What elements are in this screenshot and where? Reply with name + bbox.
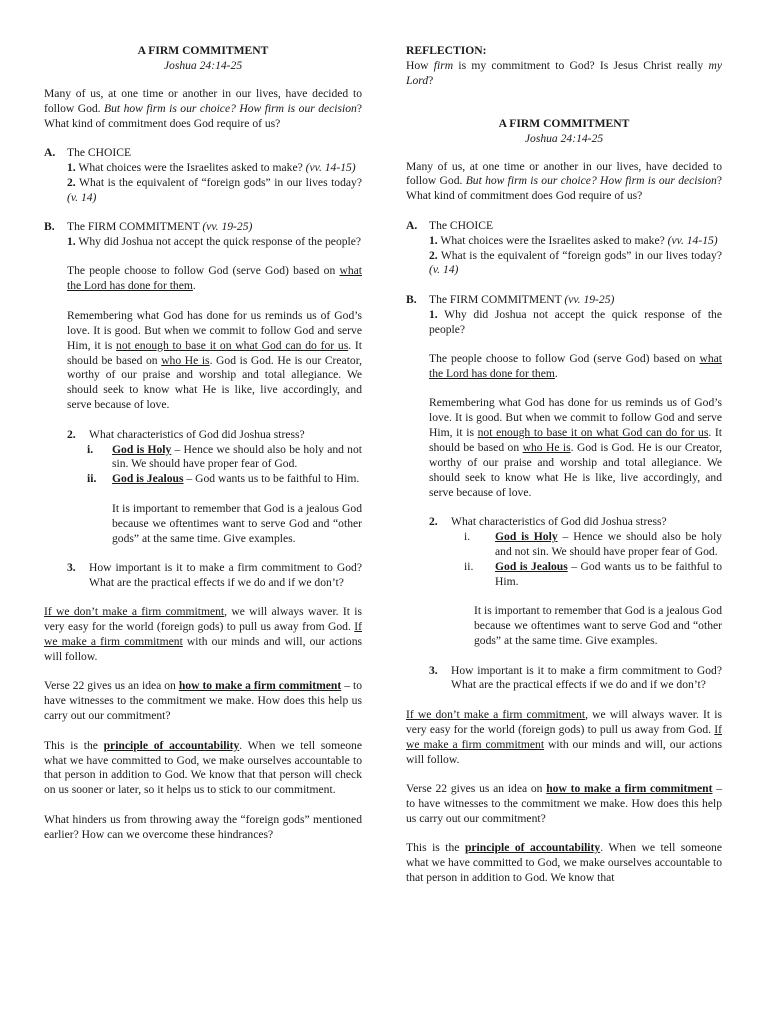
text: Remembering what God has done for us reminds us of God’s love. It is good. But when we commit to follow God and serve Him, it is bbox=[429, 396, 722, 440]
roman-number: ii. bbox=[87, 472, 97, 486]
underlined-text: If we make a firm commitment bbox=[44, 620, 362, 649]
scripture-reference: Joshua 24:14-25 bbox=[524, 131, 604, 145]
bold-underlined-text: principle of accountability bbox=[464, 841, 601, 855]
body-paragraph: It is important to remember that God is a jealous God because we oftentimes want to serve God and “other gods” at the same time. Give examples. bbox=[112, 501, 362, 545]
verse-ref: (vv. 19-25) bbox=[564, 292, 615, 306]
body-paragraph bbox=[44, 679, 362, 724]
verse-ref: (v. 14) bbox=[67, 190, 97, 204]
italic-text: firm bbox=[433, 58, 454, 72]
verse-ref: (vv. 14-15) bbox=[667, 233, 718, 247]
page-title: A FIRM COMMITMENT bbox=[137, 44, 269, 57]
section-a bbox=[406, 219, 722, 279]
text: . It should be based on bbox=[429, 426, 722, 455]
question-text: What choices were the Israelites asked to make? bbox=[75, 160, 306, 174]
text: The people choose to follow God (serve God) based on bbox=[67, 264, 340, 278]
question-text: Why did Joshua not accept the quick response of the people? bbox=[429, 307, 722, 336]
underlined-text: If we don’t make a firm commitment bbox=[44, 605, 225, 619]
intro-text-end: ? What kind of commitment does God require of us? bbox=[406, 174, 722, 203]
section-letter: A. bbox=[44, 146, 56, 160]
body-paragraph bbox=[429, 352, 722, 382]
question-item bbox=[67, 176, 362, 206]
body-paragraph bbox=[406, 708, 722, 768]
text: – to have witnesses to the commitment we make. How does this help us carry out our commitment? bbox=[44, 679, 362, 723]
text: . bbox=[192, 279, 196, 293]
text: ? bbox=[428, 73, 434, 87]
underlined-text: who He is bbox=[161, 353, 210, 367]
item-number: 3. bbox=[67, 560, 76, 574]
text: The people choose to follow God (serve God) based on bbox=[429, 352, 700, 366]
section-letter: B. bbox=[44, 220, 55, 234]
text: . bbox=[554, 367, 558, 380]
roman-item bbox=[87, 472, 362, 487]
body-paragraph: It is important to remember that God is a jealous God because we oftentimes want to serve God and “other gods” at the same time. Give examples. bbox=[474, 604, 722, 648]
verse-ref: (v. 14) bbox=[429, 263, 459, 277]
roman-number: i. bbox=[87, 442, 94, 456]
underlined-text: what the Lord has done for them bbox=[67, 264, 362, 293]
numbered-item bbox=[67, 428, 362, 443]
numbered-item bbox=[429, 664, 722, 694]
verse-ref: (vv. 14-15) bbox=[305, 160, 356, 174]
question-number: 1. bbox=[429, 307, 438, 321]
intro-text: Many of us, at one time or another in our lives, have decided to follow God. bbox=[406, 159, 722, 188]
question-number: 1. bbox=[67, 160, 76, 174]
bold-underlined-text: how to make a firm commitment bbox=[546, 781, 713, 795]
verse-ref: (vv. 19-25) bbox=[202, 220, 253, 234]
roman-number: i. bbox=[464, 530, 471, 544]
question-text: What is the equivalent of “foreign gods” in our lives today? bbox=[75, 175, 362, 189]
intro-text-end: ? What kind of commitment does God require of us? bbox=[44, 101, 362, 130]
bold-underlined-text: God is Jealous bbox=[112, 472, 184, 486]
question-number: 2. bbox=[429, 248, 438, 262]
roman-item bbox=[87, 443, 362, 473]
text: is my commitment to God? Is Jesus Christ really bbox=[453, 58, 709, 72]
text: This is the bbox=[44, 738, 104, 752]
section-letter: B. bbox=[406, 292, 417, 306]
question-text: What choices were the Israelites asked to make? bbox=[437, 233, 668, 247]
roman-item bbox=[464, 530, 722, 560]
roman-number: ii. bbox=[464, 559, 474, 573]
section-heading-text: The FIRM COMMITMENT bbox=[67, 220, 203, 234]
question-number: 2. bbox=[67, 175, 76, 189]
body-paragraph bbox=[67, 309, 362, 413]
underlined-text: not enough to base it on what God can do for us bbox=[477, 426, 709, 440]
text: How bbox=[406, 58, 434, 72]
section-b bbox=[406, 293, 722, 708]
right-column bbox=[406, 44, 722, 900]
intro-paragraph bbox=[406, 160, 722, 205]
text: – Hence we should also be holy and not sin. We should have proper fear of God. bbox=[495, 530, 722, 559]
text: – God wants us to be faithful to Him. bbox=[495, 559, 722, 588]
question-text: What is the equivalent of “foreign gods” in our lives today? bbox=[437, 248, 722, 262]
question-item bbox=[67, 161, 362, 176]
bold-underlined-text: God is Holy bbox=[495, 530, 558, 544]
text: . When we tell someone what we have committed to God, we make ourselves accountable to that person in addition to God. We know that bbox=[406, 841, 722, 884]
item-text: How important is it to make a firm commitment to God? What are the practical effects if we do and if we don’t? bbox=[451, 663, 722, 692]
text: . God is God. He is our Creator, worthy of our praise and worship and total allegiance. We should seek to know what He is like, live accordingly, and serve because of love. bbox=[429, 441, 723, 499]
item-text: How important is it to make a firm commitment to God? What are the practical effects if we do and if we don’t? bbox=[89, 560, 362, 589]
body-paragraph bbox=[429, 396, 722, 500]
section-b bbox=[44, 220, 362, 605]
page-title: A FIRM COMMITMENT bbox=[498, 116, 630, 130]
text: . It should be based on bbox=[67, 338, 362, 367]
italic-text: my Lord bbox=[406, 58, 722, 87]
text: This is the bbox=[406, 841, 465, 855]
section-heading: The CHOICE bbox=[429, 218, 494, 232]
body-paragraph bbox=[406, 841, 722, 886]
underlined-text: If we make a firm commitment bbox=[406, 722, 722, 751]
underlined-text: not enough to base it on what God can do for us bbox=[116, 338, 349, 352]
intro-paragraph bbox=[44, 87, 362, 132]
roman-item bbox=[464, 560, 722, 590]
scripture-reference: Joshua 24:14-25 bbox=[163, 58, 243, 72]
reflection-text bbox=[406, 59, 722, 89]
underlined-text: what the Lord has done for them bbox=[429, 352, 722, 380]
section-letter: A. bbox=[406, 218, 418, 232]
body-paragraph: What hinders us from throwing away the “foreign gods” mentioned earlier? How can we overcome these hindrances? bbox=[44, 812, 362, 841]
section-heading bbox=[67, 220, 362, 235]
bold-underlined-text: how to make a firm commitment bbox=[178, 679, 342, 693]
body-paragraph bbox=[67, 264, 362, 294]
text: , we will always waver. It is very easy for the world (foreign gods) to pull us away from God. bbox=[406, 707, 722, 736]
item-text: What characteristics of God did Joshua stress? bbox=[89, 427, 305, 441]
text: Verse 22 gives us an idea on bbox=[406, 781, 547, 795]
reflection-heading: REFLECTION: bbox=[406, 44, 487, 57]
intro-italic: But how firm is our choice? How firm is our decision bbox=[465, 174, 717, 188]
question-number: 1. bbox=[67, 235, 76, 249]
item-text: What characteristics of God did Joshua stress? bbox=[451, 515, 667, 529]
text: with our minds and will, our actions will follow. bbox=[44, 635, 363, 663]
question-item bbox=[429, 249, 722, 279]
underlined-text: If we don’t make a firm commitment bbox=[406, 707, 586, 721]
section-a bbox=[44, 146, 362, 206]
question-item bbox=[429, 308, 722, 338]
text: . When we tell someone what we have committed to God, we make ourselves accountable to that person in addition to God. We know that that person will check on us sooner or later, so it helps us to stick to our commitment. bbox=[44, 738, 362, 797]
bold-underlined-text: God is Jealous bbox=[495, 559, 568, 573]
section-heading-text: The FIRM COMMITMENT bbox=[429, 292, 565, 306]
text: – to have witnesses to the commitment we make. How does this help us carry out our commitment? bbox=[406, 781, 723, 825]
text: with our minds and will, our actions will follow. bbox=[406, 737, 722, 766]
text: . God is God. He is our Creator, worthy of our praise and worship and total allegiance. We should seek to know what He is like, live accordingly, and serve because of love. bbox=[67, 353, 363, 412]
item-number: 2. bbox=[67, 427, 76, 441]
underlined-text: who He is bbox=[522, 441, 571, 455]
bold-underlined-text: principle of accountability bbox=[103, 738, 240, 752]
text: Verse 22 gives us an idea on bbox=[44, 679, 179, 693]
text: – God wants us to be faithful to Him. bbox=[183, 472, 360, 486]
numbered-item bbox=[429, 515, 722, 530]
text: – Hence we should also be holy and not sin. We should have proper fear of God. bbox=[112, 442, 362, 471]
bold-underlined-text: God is Holy bbox=[112, 442, 172, 456]
body-paragraph bbox=[44, 739, 362, 799]
text: , we will always waver. It is very easy for the world (foreign gods) to pull us away from God. bbox=[44, 605, 362, 634]
intro-text: Many of us, at one time or another in our lives, have decided to follow God. bbox=[44, 86, 362, 115]
body-paragraph bbox=[44, 605, 362, 665]
text: Remembering what God has done for us reminds us of God’s love. It is good. But when we commit to follow God and serve Him, it is bbox=[67, 308, 362, 352]
question-text: Why did Joshua not accept the quick response of the people? bbox=[75, 235, 362, 249]
intro-italic: But how firm is our choice? How firm is our decision bbox=[104, 101, 357, 115]
left-column bbox=[44, 44, 362, 857]
question-number: 1. bbox=[429, 233, 438, 247]
item-number: 2. bbox=[429, 515, 438, 529]
question-item bbox=[429, 234, 722, 249]
item-number: 3. bbox=[429, 663, 438, 677]
section-heading bbox=[429, 293, 722, 308]
body-paragraph bbox=[406, 782, 722, 827]
section-heading: The CHOICE bbox=[67, 146, 132, 160]
question-item bbox=[67, 235, 362, 250]
numbered-item bbox=[67, 561, 362, 591]
